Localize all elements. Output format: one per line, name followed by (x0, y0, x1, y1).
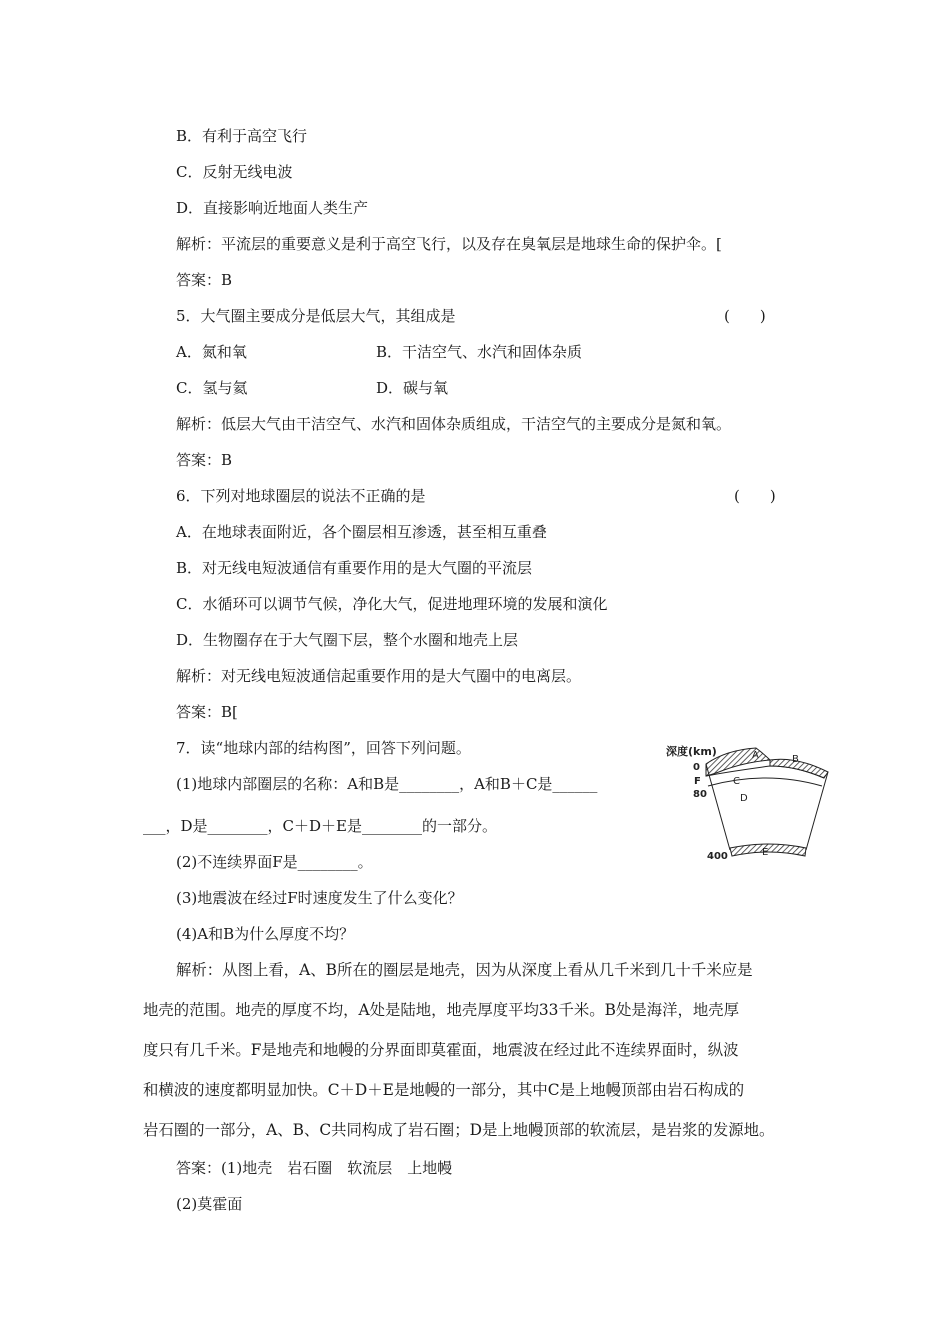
q7-analysis-line2: 地壳的范围。地壳的厚度不均，A处是陆地，地壳厚度平均33千米。B处是海洋，地壳厚 (143, 1001, 740, 1019)
q5-stem: 5．大气圈主要成分是低层大气，其组成是 (176, 307, 456, 325)
q6-option-b: B．对无线电短波通信有重要作用的是大气圈的平流层 (176, 559, 533, 577)
layer-label-e: E (762, 847, 769, 858)
q6-answer: 答案：B[ (176, 703, 238, 721)
q6-analysis: 解析：对无线电短波通信起重要作用的是大气圈中的电离层。 (176, 667, 582, 685)
depth-tick-0: 0 (693, 762, 700, 773)
q6-option-d: D．生物圈存在于大气圈下层，整个水圈和地壳上层 (176, 631, 519, 649)
q4-analysis: 解析：平流层的重要意义是利于高空飞行，以及存在臭氧层是地球生命的保护伞。[ (176, 235, 722, 253)
q7-analysis-line5: 岩石圈的一部分，A、B、C共同构成了岩石圈；D是上地幔顶部的软流层，是岩浆的发源地。 (143, 1121, 775, 1139)
depth-tick-80: 80 (693, 789, 707, 800)
q7-part4: (4)A和B为什么厚度不均？ (176, 925, 355, 943)
earth-interior-structure-diagram (666, 742, 846, 864)
layer-label-a: A (752, 750, 759, 761)
layer-label-c: C (733, 776, 740, 787)
depth-axis-label: 深度(km) (666, 745, 717, 758)
q5-analysis: 解析：低层大气由干洁空气、水汽和固体杂质组成，干洁空气的主要成分是氮和氧。 (176, 415, 732, 433)
q6-option-c: C．水循环可以调节气候，净化大气，促进地理环境的发展和演化 (176, 595, 608, 613)
q7-analysis-line3: 度只有几千米。F是地壳和地幔的分界面即莫霍面，地震波在经过此不连续界面时，纵波 (143, 1041, 739, 1059)
layer-label-f: F (694, 776, 701, 787)
crust-oceanic-B (770, 759, 828, 778)
q7-part1-line2: ___，D是________，C＋D＋E是________的一部分。 (143, 817, 497, 835)
q6-answer-paren: ( ) (734, 487, 776, 505)
q5-option-c: C．氢与氦 (176, 379, 248, 397)
q4-option-b: B．有利于高空飞行 (176, 127, 308, 145)
q7-analysis-line1: 解析：从图上看，A、B所在的圈层是地壳，因为从深度上看从几千米到几十千米应是 (176, 961, 753, 979)
lithosphere-base-line (708, 778, 822, 786)
q7-analysis-line4: 和横波的速度都明显加快。C＋D＋E是地幔的一部分，其中C是上地幔顶部由岩石构成的 (143, 1081, 745, 1099)
q5-option-d: D．碳与氧 (376, 379, 449, 397)
q7-part1-line1: (1)地球内部圈层的名称：A和B是________，A和B＋C是______ (176, 775, 598, 793)
q6-option-a: A．在地球表面附近，各个圈层相互渗透，甚至相互重叠 (176, 523, 547, 541)
layer-label-d: D (740, 793, 748, 804)
q7-stem: 7．读“地球内部的结构图”，回答下列问题。 (176, 739, 471, 757)
q7-part2: (2)不连续界面F是________。 (176, 853, 373, 871)
q7-answer-1: 答案：(1)地壳 岩石圈 软流层 上地幔 (176, 1159, 453, 1177)
q5-answer: 答案：B (176, 451, 233, 469)
depth-tick-400: 400 (707, 851, 728, 862)
layer-label-b: B (792, 754, 799, 765)
diagram-right-edge (806, 772, 828, 850)
q5-option-a: A．氮和氧 (176, 343, 247, 361)
q7-answer-2: (2)莫霍面 (176, 1195, 243, 1213)
q5-option-b: B．干洁空气、水汽和固体杂质 (376, 343, 583, 361)
q5-answer-paren: ( ) (724, 307, 766, 325)
q7-part3: (3)地震波在经过F时速度发生了什么变化？ (176, 889, 463, 907)
q4-option-c: C．反射无线电波 (176, 163, 293, 181)
q4-answer: 答案：B (176, 271, 233, 289)
q6-stem: 6．下列对地球圈层的说法不正确的是 (176, 487, 426, 505)
diagram-left-edge (706, 764, 730, 850)
q4-option-d: D．直接影响近地面人类生产 (176, 199, 369, 217)
